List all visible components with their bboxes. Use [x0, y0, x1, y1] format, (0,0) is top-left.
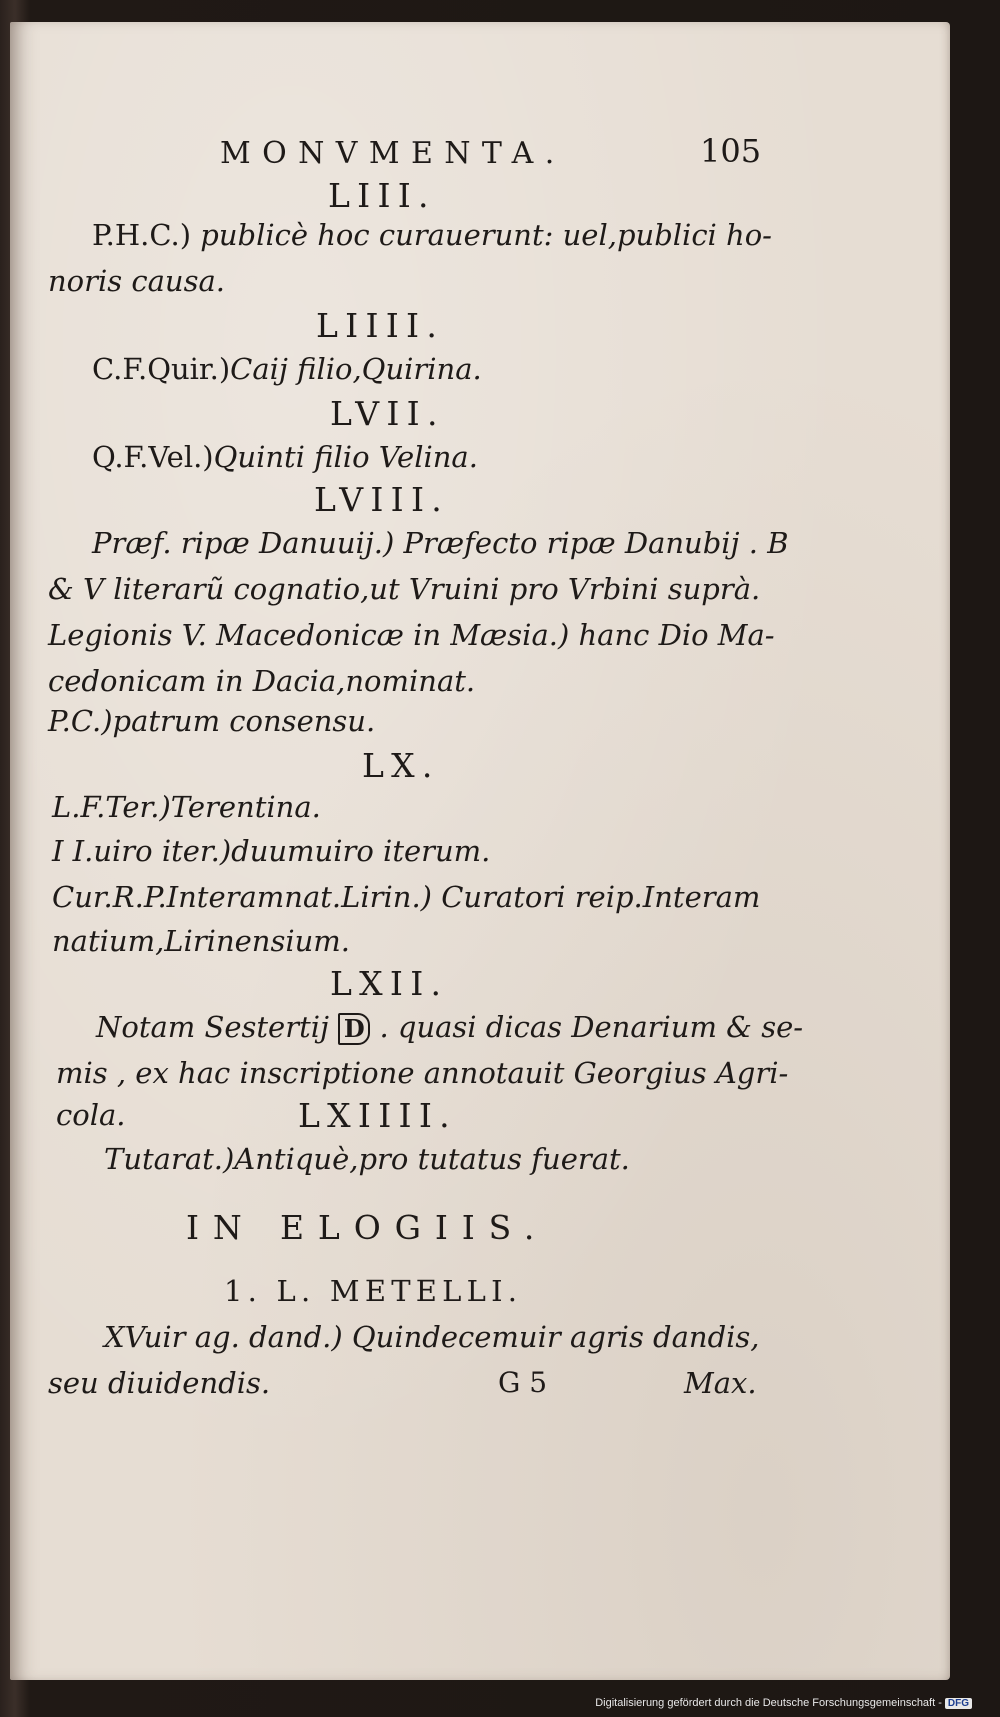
text-line: Tutarat.)Antiquè,pro tutatus fuerat. — [104, 1142, 630, 1176]
digitization-credit — [595, 1697, 972, 1709]
section-numeral-54: LIIII. — [316, 306, 445, 345]
text-line: cedonicam in Dacia,nominat. — [48, 664, 476, 698]
text-line: Præf. ripæ Danuuij.) Præfecto ripæ Danubij . B — [92, 526, 789, 560]
dfg-logo: DFG — [945, 1698, 972, 1709]
section-heading-elogia: IN ELOGIIS. — [186, 1208, 549, 1247]
section-numeral-53: LIII. — [328, 176, 436, 215]
text-line: noris causa. — [48, 264, 225, 298]
signature-mark: G 5 — [498, 1366, 548, 1399]
section-numeral-60: LX. — [362, 746, 440, 785]
section-numeral-64: LXIIII. — [298, 1096, 457, 1135]
text-line: I I.uiro iter.)duumuiro iterum. — [52, 834, 491, 868]
expansion: Caij filio,Quirina. — [230, 352, 482, 386]
text-fragment: Notam Sestertij — [96, 1010, 330, 1044]
abbreviation: P.H.C.) — [92, 218, 192, 252]
section-numeral-58: LVIII. — [314, 480, 449, 519]
text-line — [96, 1010, 803, 1045]
text-fragment: . quasi dicas Denarium & se- — [379, 1010, 804, 1044]
text-line: P.C.)patrum consensu. — [48, 704, 376, 738]
expansion: Quinti filio Velina. — [213, 440, 478, 474]
text-line — [92, 218, 772, 252]
catchword: Max. — [684, 1366, 757, 1400]
text-line: XVuir ag. dand.) Quindecemuir agris dandis, — [104, 1320, 760, 1354]
subheading-metelli: 1. L. METELLI. — [224, 1274, 523, 1308]
credit-text: Digitalisierung gefördert durch die Deutsche Forschungsgemeinschaft - — [595, 1697, 942, 1709]
text-line — [92, 352, 482, 386]
section-numeral-62: LXII. — [330, 964, 449, 1003]
text-line: Cur.R.P.Interamnat.Lirin.) Curatori reip.Interam — [52, 880, 761, 914]
text-line: mis , ex hac inscriptione annotauit Georgius Agri- — [56, 1056, 789, 1090]
sestertius-glyph: D — [338, 1013, 370, 1045]
text-line: seu diuidendis. — [48, 1366, 271, 1400]
expansion: publicè hoc curauerunt: uel,publici ho- — [200, 218, 772, 252]
text-line: cola. — [56, 1098, 126, 1132]
text-line: L.F.Ter.)Terentina. — [52, 790, 321, 824]
text-line: Legionis V. Macedonicæ in Mæsia.) hanc Dio Ma- — [48, 618, 775, 652]
abbreviation: C.F.Quir.) — [92, 352, 231, 386]
text-line — [92, 440, 478, 474]
running-title: MONVMENTA. — [220, 136, 566, 171]
abbreviation: Q.F.Vel.) — [92, 440, 214, 474]
text-line: natium,Lirinensium. — [52, 924, 351, 958]
section-numeral-57: LVII. — [330, 394, 445, 433]
page-number: 105 — [700, 132, 762, 170]
text-line: & V literarũ cognatio,ut Vruini pro Vrbini suprà. — [48, 572, 761, 606]
